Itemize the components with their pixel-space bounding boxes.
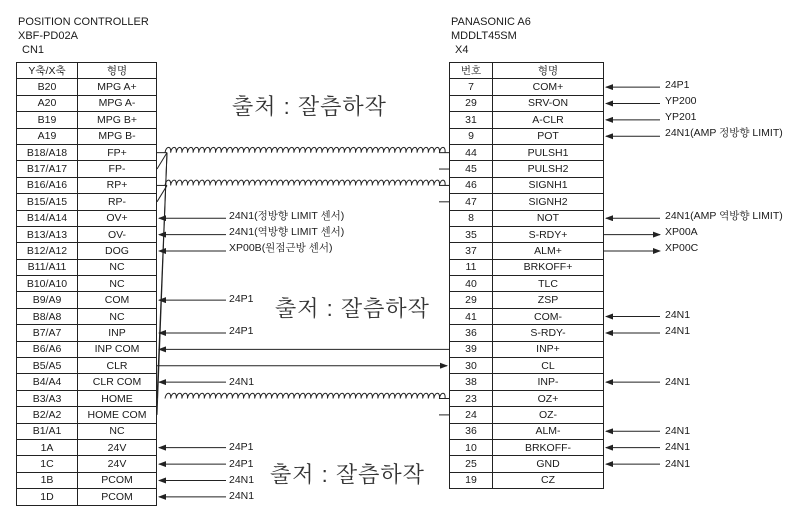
right-signal-cell: NOT (493, 210, 604, 226)
left-pin-cell: 1D (17, 489, 78, 505)
left-pin-cell: B10/A10 (17, 276, 78, 292)
right-signal-cell: COM+ (493, 79, 604, 95)
right-pin-cell: 31 (450, 112, 493, 128)
left-signal-cell: NC (78, 259, 157, 275)
left-pin-cell: B19 (17, 112, 78, 128)
right-signal-cell: TLC (493, 276, 604, 292)
left-controller-model: XBF-PD02A (18, 30, 78, 42)
right-pin-cell: 23 (450, 390, 493, 406)
right-signal-cell: ZSP (493, 292, 604, 308)
right-signal-cell: CZ (493, 472, 604, 488)
label-com-plus: 24P1 (665, 79, 690, 91)
right-driver-title: PANASONIC A6 (451, 16, 531, 28)
label-brkoff-minus: 24N1 (665, 441, 691, 453)
right-pin-cell: 36 (450, 423, 493, 439)
label-1a: 24P1 (229, 441, 254, 453)
left-signal-cell: PCOM (78, 489, 157, 505)
left-pin-cell: B7/A7 (17, 325, 78, 341)
right-pin-cell: 29 (450, 292, 493, 308)
right-pin-cell: 29 (450, 95, 493, 111)
right-pin-cell: 39 (450, 341, 493, 357)
right-signal-cell: PULSH1 (493, 144, 604, 160)
left-pin-cell: B17/A17 (17, 161, 78, 177)
left-signal-cell: NC (78, 423, 157, 439)
left-signal-cell: MPG B+ (78, 112, 157, 128)
left-signal-cell: DOG (78, 243, 157, 259)
watermark-bottom: 출저 : 잘츰하작 (270, 462, 425, 487)
right-pin-cell: 47 (450, 194, 493, 210)
right-signal-cell: OZ+ (493, 390, 604, 406)
right-pin-cell: 37 (450, 243, 493, 259)
right-pin-cell: 36 (450, 325, 493, 341)
right-pin-cell: 25 (450, 456, 493, 472)
right-signal-cell: INP- (493, 374, 604, 390)
left-signal-cell: MPG A- (78, 95, 157, 111)
right-pin-cell: 19 (450, 472, 493, 488)
right-pin-cell: 24 (450, 407, 493, 423)
left-pin-cell: B8/A8 (17, 308, 78, 324)
left-pin-cell: 1B (17, 472, 78, 488)
label-gnd: 24N1 (665, 458, 691, 470)
right-signal-cell: CL (493, 358, 604, 374)
right-signal-cell: POT (493, 128, 604, 144)
left-pin-cell: B20 (17, 79, 78, 95)
left-signal-cell: 24V (78, 456, 157, 472)
left-pin-cell: B5/A5 (17, 358, 78, 374)
left-pin-cell: A20 (17, 95, 78, 111)
left-signal-cell: FP+ (78, 144, 157, 160)
twisted-pair-fp (165, 147, 445, 152)
label-1c: 24P1 (229, 458, 254, 470)
left-signal-cell: NC (78, 308, 157, 324)
label-pot: 24N1(AMP 정방향 LIMIT) (665, 127, 783, 139)
right-signal-cell: BRKOFF- (493, 439, 604, 455)
left-signal-cell: OV+ (78, 210, 157, 226)
right-signal-cell: S-RDY- (493, 325, 604, 341)
left-signal-cell: RP- (78, 194, 157, 210)
label-com-minus: 24N1 (665, 309, 691, 321)
left-signal-cell: RP+ (78, 177, 157, 193)
right-pin-cell: 10 (450, 439, 493, 455)
label-com: 24P1 (229, 293, 254, 305)
left-pin-cell: B1/A1 (17, 423, 78, 439)
left-signal-cell: COM (78, 292, 157, 308)
right-signal-cell: INP+ (493, 341, 604, 357)
right-pin-cell: 9 (450, 128, 493, 144)
label-dog: XP00B(원점근방 센서) (229, 242, 333, 254)
right-signal-cell: SRV-ON (493, 95, 604, 111)
right-pin-cell: 30 (450, 358, 493, 374)
pair-stub-left (157, 153, 167, 415)
left-signal-cell: INP (78, 325, 157, 341)
left-pin-cell: B11/A11 (17, 259, 78, 275)
label-clr-com: 24N1 (229, 376, 255, 388)
right-signal-cell: S-RDY+ (493, 226, 604, 242)
left-signal-cell: CLR COM (78, 374, 157, 390)
left-pin-cell: 1A (17, 439, 78, 455)
left-signal-cell: PCOM (78, 472, 157, 488)
left-pin-cell: B4/A4 (17, 374, 78, 390)
label-srv-on: YP200 (665, 95, 697, 107)
left-pin-cell: B13/A13 (17, 226, 78, 242)
right-signal-cell: BRKOFF+ (493, 259, 604, 275)
left-pin-cell: B14/A14 (17, 210, 78, 226)
right-signal-cell: ALM+ (493, 243, 604, 259)
left-signal-cell: OV- (78, 226, 157, 242)
left-connector-name: CN1 (22, 44, 45, 56)
left-signal-cell: CLR (78, 358, 157, 374)
left-signal-cell: FP- (78, 161, 157, 177)
left-pin-cell: B2/A2 (17, 407, 78, 423)
left-signal-cell: HOME COM (78, 407, 157, 423)
left-pin-cell: B18/A18 (17, 144, 78, 160)
right-pin-cell: 46 (450, 177, 493, 193)
label-inp-minus: 24N1 (665, 376, 691, 388)
label-alm-plus: XP00C (665, 242, 699, 254)
right-pin-cell: 11 (450, 259, 493, 275)
left-pin-cell: B16/A16 (17, 177, 78, 193)
twisted-pair-home (165, 393, 445, 398)
right-driver-model: MDDLT45SM (451, 30, 517, 42)
right-pin-cell: 7 (450, 79, 493, 95)
right-signal-cell: OZ- (493, 407, 604, 423)
label-not: 24N1(AMP 역방향 LIMIT) (665, 210, 783, 222)
right-signal-cell: PULSH2 (493, 161, 604, 177)
label-1b: 24N1 (229, 474, 255, 486)
right-signal-cell: COM- (493, 308, 604, 324)
label-inp: 24P1 (229, 325, 254, 337)
label-1d: 24N1 (229, 490, 255, 502)
right-signal-cell: SIGNH1 (493, 177, 604, 193)
left-pin-cell: A19 (17, 128, 78, 144)
watermark-top: 출처 : 잘츰하작 (232, 94, 387, 119)
right-pin-cell: 44 (450, 144, 493, 160)
left-pin-cell: B15/A15 (17, 194, 78, 210)
right-signal-cell: SIGNH2 (493, 194, 604, 210)
right-signal-cell: A-CLR (493, 112, 604, 128)
label-ov-plus: 24N1(정방향 LIMIT 센서) (229, 210, 345, 222)
right-connector-name: X4 (455, 44, 469, 56)
right-signal-cell: ALM- (493, 423, 604, 439)
left-pin-cell: B3/A3 (17, 390, 78, 406)
twisted-pair-rp (165, 180, 445, 185)
right-pin-cell: 45 (450, 161, 493, 177)
right-signal-cell: GND (493, 456, 604, 472)
right-pin-cell: 38 (450, 374, 493, 390)
label-s-rdy-minus: 24N1 (665, 325, 691, 337)
right-col-name: 형명 (493, 63, 604, 79)
left-pin-cell: B9/A9 (17, 292, 78, 308)
right-pin-cell: 41 (450, 308, 493, 324)
left-signal-cell: 24V (78, 439, 157, 455)
label-alm-minus: 24N1 (665, 425, 691, 437)
left-pin-cell: B12/A12 (17, 243, 78, 259)
left-pin-cell: B6/A6 (17, 341, 78, 357)
right-pin-cell: 8 (450, 210, 493, 226)
left-signal-cell: HOME (78, 390, 157, 406)
label-a-clr: YP201 (665, 111, 697, 123)
label-ov-minus: 24N1(역방향 LIMIT 센서) (229, 226, 345, 238)
left-signal-cell: NC (78, 276, 157, 292)
label-s-rdy-plus: XP00A (665, 226, 698, 238)
left-controller-title: POSITION CONTROLLER (18, 16, 149, 28)
left-col-axis: Y축/X축 (17, 63, 78, 79)
right-pin-cell: 40 (450, 276, 493, 292)
watermark-middle: 출저 : 잘츰하작 (275, 296, 430, 321)
left-signal-cell: MPG B- (78, 128, 157, 144)
left-pin-cell: 1C (17, 456, 78, 472)
left-col-name: 형명 (78, 63, 157, 79)
pair-stub-left (157, 153, 167, 169)
right-col-number: 번호 (450, 63, 493, 79)
left-signal-cell: INP COM (78, 341, 157, 357)
left-signal-cell: MPG A+ (78, 79, 157, 95)
right-pin-cell: 35 (450, 226, 493, 242)
